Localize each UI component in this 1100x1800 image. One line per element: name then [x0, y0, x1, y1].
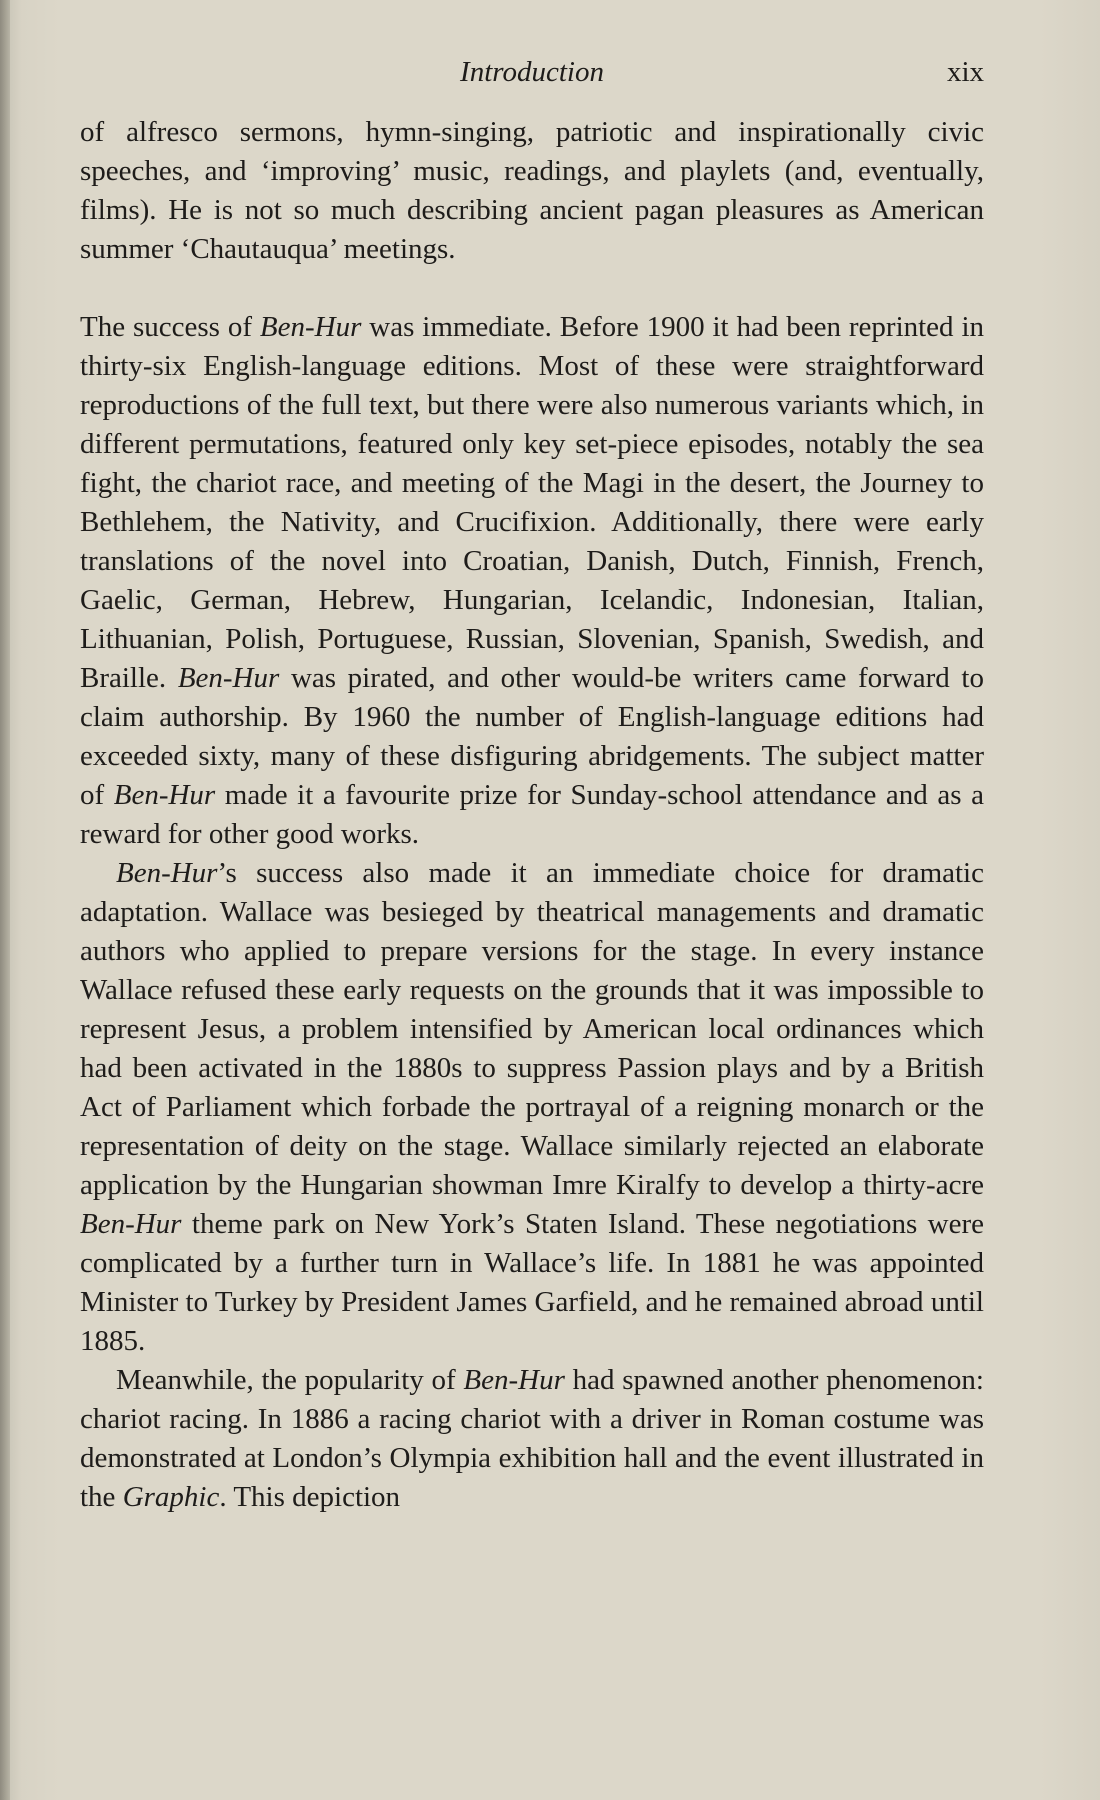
- page-number: xix: [946, 56, 984, 88]
- body-text: [80, 113, 984, 1517]
- paragraph: [80, 854, 984, 1361]
- text-run: made it a favourite prize for Sunday-school attendance and as a reward for other good works.: [80, 779, 984, 850]
- italic-title-text: Ben-Hur: [463, 1364, 565, 1396]
- text-run: had spawned another phenomenon: chariot racing. In 1886 a racing chariot with a driver in Roman costume was demonstrated at London’s Olympia exhibition hall and the event illustrated in the: [80, 1364, 984, 1513]
- text-run: theme park on New York’s Staten Island. These negotiations were complicated by a further turn in Wallace’s life. In 1881 he was appointed Minister to Turkey by President James Garfield, and he remained abroad until 1885.: [80, 1208, 984, 1357]
- italic-title-text: Graphic: [122, 1481, 220, 1513]
- running-head: [80, 56, 984, 96]
- paragraph: [80, 113, 984, 269]
- page-gutter-shadow: [0, 0, 10, 1800]
- running-title: Introduction: [460, 56, 604, 88]
- text-run: was pirated, and other would-be writers came forward to claim authorship. By 1960 the number of English-language editions had exceeded sixty, many of these disfiguring abridgements. The subject matter of: [80, 662, 984, 811]
- italic-title-text: Ben-Hur: [177, 662, 280, 694]
- text-run: Meanwhile, the popularity of: [116, 1364, 464, 1396]
- text-run: ’s success also made it an immediate choice for dramatic adaptation. Wallace was besieged by theatrical managements and dramatic authors who applied to prepare versions for the stage. In every instance Wallace refused these early requests on the grounds that it was impossible to represent Jesus, a problem intensified by American local ordinances which had been activated in the 1880s to suppress Passion plays and by a British Act of Parliament which forbade the portrayal of a reigning monarch or the representation of deity on the stage. Wallace similarly rejected an elaborate application by the Hungarian showman Imre Kiralfy to develop a thirty-acre: [80, 857, 984, 1201]
- italic-title-text: Ben-Hur: [113, 779, 216, 811]
- text-run: The success of: [80, 311, 260, 343]
- paragraph: [80, 308, 984, 854]
- italic-title-text: Ben-Hur: [80, 1208, 182, 1240]
- text-run: . This depiction: [219, 1481, 401, 1513]
- italic-title-text: Ben-Hur: [259, 311, 362, 343]
- text-run: was immediate. Before 1900 it had been reprinted in thirty-six English-language editions. Most of these were straightforward reproductions of the full text, but there were also numerous variants which, in different permutations, featured only key set-piece episodes, notably the sea fight, the chariot race, and meeting of the Magi in the desert, the Journey to Bethlehem, the Nativity, and Crucifixion. Additionally, there were early translations of the novel into Croatian, Danish, Dutch, Finnish, French, Gaelic, German, Hebrew, Hungarian, Icelandic, Indonesian, Italian, Lithuanian, Polish, Portuguese, Russian, Slovenian, Spanish, Swedish, and Braille.: [80, 311, 984, 694]
- text-run: of alfresco sermons, hymn-singing, patriotic and inspirationally civic speeches, and ‘improving’ music, readings, and playlets (and, eventually, films). He is not so much describing ancient pagan pleasures as American summer ‘Chautauqua’ meetings.: [80, 116, 984, 265]
- paragraph: [80, 1361, 984, 1517]
- italic-title-text: Ben-Hur: [116, 857, 218, 889]
